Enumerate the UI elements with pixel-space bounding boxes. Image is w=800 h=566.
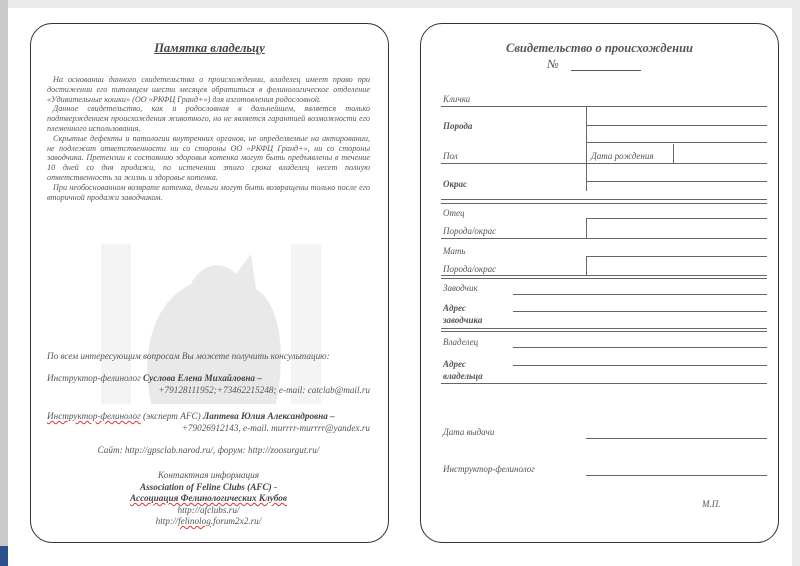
certificate-number-label: № — [547, 57, 559, 71]
memo-paragraph: На основании данного свидетельства о происхождении, владелец имеет право при достижении его питомцем шести месяцев обратиться в фелинологическое отделение «Удивительные кошки» (ОО «РКФЦ Гранд+») для изготовления родословной. — [47, 75, 370, 104]
sex-field-line[interactable] — [441, 163, 767, 164]
label-birth-date: Дата рождения — [591, 151, 654, 161]
label-mother: Мать — [443, 246, 466, 256]
breed-field-line[interactable] — [586, 125, 767, 126]
breeder-address-line[interactable] — [513, 311, 767, 312]
memo-paragraph: Скрытые дефекты и патологии внутренних органов, не определяемые на актировании, не подлежат ответственности ни со стороны ОО «РКФЦ Гранд+», ни со стороны заводчика. Претензии к состоянию здоровья котенка могут быть предъявлены в течение 10 дней со дня продажи, по истечении этого срока владелец несет полную ответственность за жизнь и здоровье котенка. — [47, 133, 370, 182]
label-color: Окрас — [443, 179, 468, 189]
father-breed-field-line[interactable] — [441, 238, 767, 239]
window-edge-accent — [0, 546, 8, 566]
contact-header: Контактная информация — [158, 470, 259, 480]
label-sex: Пол — [443, 151, 458, 161]
certificate-title: Свидетельство о происхождении — [506, 41, 693, 55]
memo-paragraph: При необоснованном возврате котенка, деньги могут быть возвращены только после его вторичной продажи заводчиком. — [47, 182, 370, 202]
label-breeder-address-1: Адрес — [443, 303, 466, 313]
form-divider — [673, 144, 674, 163]
label-breeder: Заводчик — [443, 283, 478, 293]
section-divider — [441, 203, 767, 204]
section-divider — [441, 331, 767, 332]
org-link-1[interactable]: http://afclubs.ru/ — [177, 504, 240, 515]
label-mother-breed: Порода/окрас — [443, 264, 497, 274]
owner-memo-card — [30, 23, 389, 543]
color-field-line[interactable] — [586, 181, 767, 182]
stamp-label: М.П. — [702, 499, 721, 509]
label-instructor: Инструктор-фелинолог — [443, 464, 535, 474]
form-divider — [586, 106, 587, 191]
memo-title: Памятка владельцу — [154, 41, 265, 55]
instructor2-contacts: +79026912143, e-mail. murrrr-murrrr@yandex.ru — [181, 422, 370, 433]
memo-body — [47, 75, 370, 202]
label-father-breed: Порода/окрас — [443, 226, 497, 236]
breeder-address-line-2[interactable] — [441, 328, 767, 329]
org-name-ru: Ассоциация Фелинологических Клубов — [130, 493, 287, 503]
mother-field-line[interactable] — [586, 256, 767, 257]
owner-address-line[interactable] — [513, 365, 767, 366]
label-owner: Владелец — [443, 337, 479, 347]
org-name-en: Association of Feline Clubs (AFC) - — [139, 481, 278, 492]
instructor2-name: Лаптева Юлия Александровна – — [202, 411, 335, 421]
owner-address-line-2[interactable] — [441, 383, 767, 384]
label-breed: Порода — [443, 121, 473, 131]
consult-text: По всем интересующим вопросам Вы можете получить консультацию: — [47, 351, 330, 361]
instructor2-role: Инструктор-фелинолог — [47, 411, 141, 421]
breeder-field-line[interactable] — [513, 294, 767, 295]
label-owner-address-2: владельца — [443, 371, 483, 381]
memo-paragraph: Данное свидетельство, как и родословная в дальнейшем, является только подтверждением происхождения животного, но не является гарантией возможности его племенного использования. — [47, 104, 370, 133]
breed-field-line-2[interactable] — [586, 142, 767, 143]
mother-breed-field-line[interactable] — [441, 275, 767, 276]
issue-date-field-line[interactable] — [586, 438, 767, 439]
label-name: Кличка — [443, 94, 471, 104]
label-owner-address-1: Адрес — [443, 359, 466, 369]
color-field-line-2[interactable] — [441, 199, 767, 200]
instructor1-name: Суслова Елена Михайловна – — [143, 373, 262, 383]
instructor1-contacts: +79128111952;+73462215248; e-mail: catclab@mail.ru — [158, 384, 370, 395]
name-field-line[interactable] — [441, 106, 767, 107]
label-issue-date: Дата выдачи — [443, 427, 495, 437]
document-page — [8, 8, 792, 566]
label-breeder-address-2: заводчика — [443, 315, 483, 325]
certificate-number-field[interactable] — [571, 70, 641, 71]
org-link-2[interactable]: http://felinolog.forum2x2.ru/ — [155, 516, 262, 526]
instructor2-block — [47, 411, 370, 434]
site-links[interactable]: Сайт: http://gpsclab.narod.ru/, форум: http://zoosurgut.ru/ — [97, 445, 320, 455]
org-contacts — [47, 470, 370, 528]
owner-field-line[interactable] — [513, 347, 767, 348]
section-divider — [441, 278, 767, 279]
window-edge — [0, 0, 8, 566]
instructor-signature-line[interactable] — [586, 475, 767, 476]
form-divider — [586, 256, 587, 276]
form-divider — [586, 218, 587, 239]
label-father: Отец — [443, 208, 465, 218]
certificate-card — [420, 23, 779, 543]
father-field-line[interactable] — [586, 218, 767, 219]
instructor1-role: Инструктор-фелинолог — [47, 373, 141, 383]
instructor1-block — [47, 373, 370, 396]
instructor2-note: (эксперт AFC) — [143, 411, 201, 421]
